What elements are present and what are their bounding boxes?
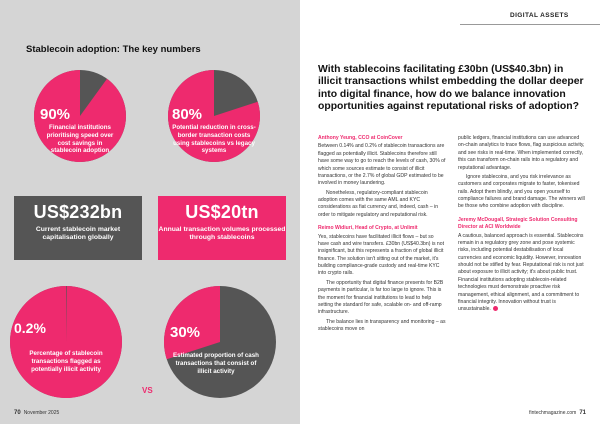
left-page-number: 70: [14, 410, 21, 416]
market-cap-label: Current stablecoin market capitalisation globally: [35, 226, 121, 242]
paragraph: public ledgers, financial institutions can use advanced on-chain analytics to trace flows, flag suspicious activity, and see risks in real-time. When implemented correctly, this can transform on-chain rails into a regulatory and reputational advantage.: [458, 135, 585, 171]
stat-value-80: 80%: [172, 106, 203, 123]
paragraph-text: A cautious, balanced approach is essential. Stablecoins remain in a regulatory grey zone and pose systemic risks, including potential destabilisation of local currencies and economic liquidity. However, innovation should not be stifled by fear. Reputational risk is not just about exposure to illicit activity; it's about public trust. Financial institutions adopting stablecoin-related technologies must demonstrate proactive risk management, ethical alignment, and a commitment to financial integrity. Innovation without trust is unsustainable.: [458, 232, 584, 313]
stat-pie-30: [164, 286, 276, 398]
versus-label: VS: [142, 386, 153, 395]
transaction-volume-box: [158, 196, 286, 260]
article-column-2: [458, 135, 586, 316]
paragraph: Ignore stablecoins, and you risk irrelevance as customers and corporates migrate to faster, tokenised rails. Adopt them blindly, and you open yourself to compliance failures and brand damage. The winners will be those who combine adoption with discipline.: [458, 173, 585, 210]
right-page-number: 71: [579, 410, 586, 416]
stat-label-80: Potential reduction in cross-border transaction costs using stablecoins vs legacy systems: [172, 124, 256, 155]
section-tag: DIGITAL ASSETS: [510, 12, 569, 19]
issue-date: November 2025: [23, 410, 60, 416]
stat-value-30: 30%: [170, 324, 201, 341]
byline-anthony-yeung: Anthony Yeung, CCO at CoinCover: [318, 135, 403, 141]
infographic-title: Stablecoin adoption: The key numbers: [26, 44, 201, 55]
paragraph: Between 0.14% and 0.2% of stablecoin transactions are flagged as potentially illicit. Stablecoins therefore still have some way to go to reach the levels of cash, 30% of which some sources estimate to consist of illicit transactions, or the 2.7% of global GDP estimated to be involved in money laundering.: [318, 143, 446, 187]
paragraph: The balance lies in transparency and monitoring – as stablecoins move on: [318, 318, 446, 332]
paragraph: The opportunity that digital finance presents for B2B payments in particular, is far too large to ignore. This is the moment for financial institutions to lead to help setting the standard for safe, scalable on- and off-ramp infrastructure.: [318, 279, 444, 316]
right-folio: [529, 410, 586, 416]
byline-reimo-widiuri: Reimo Widiuri, Head of Crypto, at Unlimit: [318, 225, 418, 232]
paragraph: [458, 233, 586, 314]
article-column-1: [318, 135, 446, 335]
transaction-volume-label: Annual transaction volumes processed through stablecoins: [158, 226, 286, 242]
website: fintechmagazine.com: [529, 410, 577, 416]
pie-slice: [10, 286, 122, 398]
transaction-volume-value: US$20tn: [185, 202, 259, 222]
byline-jeremy-mcdougall: Jeremy McDougall, Strategic Solution Consulting Director at ACI Worldwide: [458, 216, 578, 231]
market-cap-box: [14, 196, 142, 260]
article-end-icon: [493, 306, 498, 311]
stat-label-90: Financial institutions prioritising speed over cost savings in stablecoin adoption: [46, 124, 114, 155]
stat-label-0-2: Percentage of stablecoin transactions flagged as potentially illicit activity: [29, 350, 103, 373]
stat-value-90: 90%: [40, 106, 71, 123]
paragraph: Nonetheless, regulatory-compliant stablecoin adoption comes with the same AML and KYC considerations as fiat currency and, indeed, cash – in order to mitigate regulatory and reputational risk.: [318, 189, 439, 218]
section-rule: [460, 24, 600, 25]
market-cap-value: US$232bn: [33, 202, 123, 222]
stat-value-0-2: 0.2%: [14, 320, 46, 336]
paragraph: Yes, stablecoins have facilitated illicit flows – but so have cash and wire transfers. £30bn (US$40.3bn) is not insignificant, but this represents a fraction of global illicit finance. The solution isn't sitting out of the market, it's building compliance-grade custody and real-time KYC into crypto rails.: [318, 233, 445, 277]
right-page: [300, 0, 600, 424]
stat-label-30: Estimated proportion of cash transactions that consist of illicit activity: [173, 352, 259, 375]
stat-pie-0-2: [10, 286, 122, 398]
article-headline: With stablecoins facilitating £30bn (US$40.3bn) in illicit transactions whilst embedding the dollar deeper into digital finance, how do we balance innovation opportunities against reputational risks of adoption?: [318, 64, 584, 113]
left-folio: [14, 410, 59, 416]
